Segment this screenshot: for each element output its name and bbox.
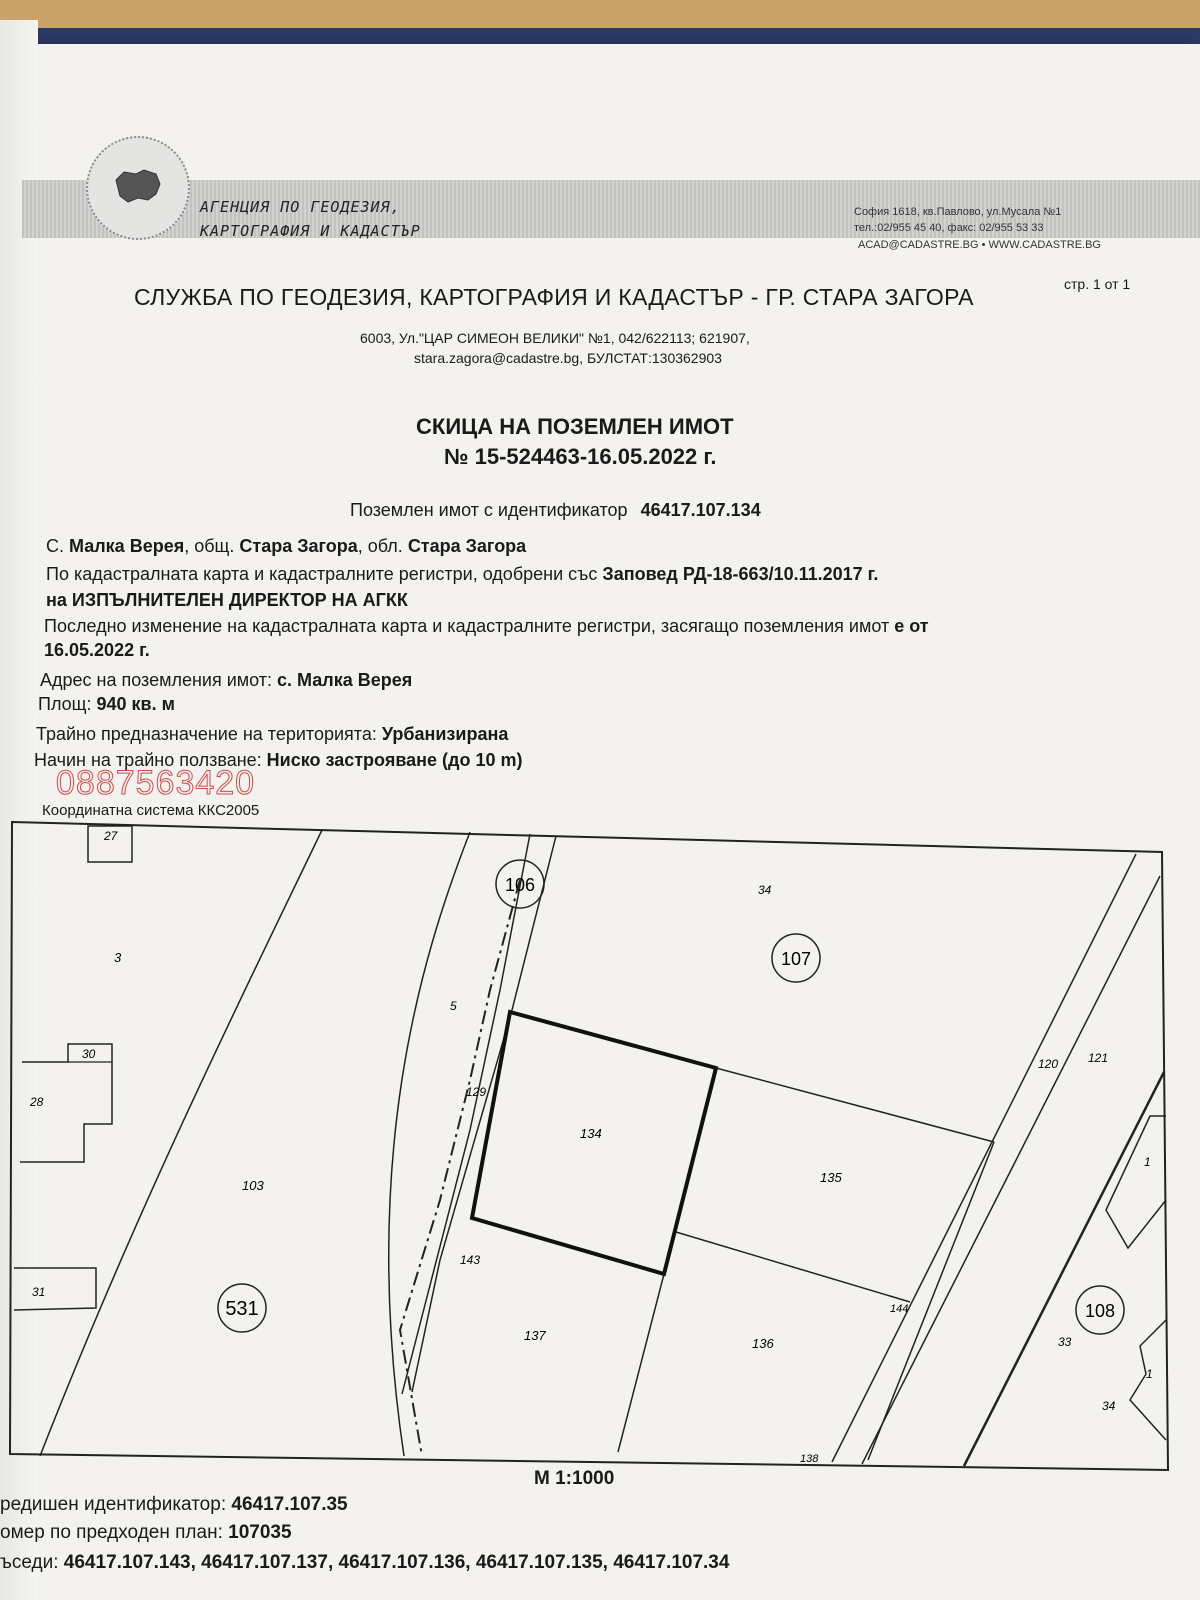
label-quarter-106: 106 <box>504 875 536 895</box>
label-137: 137 <box>524 1328 546 1343</box>
label-120: 120 <box>1038 1057 1059 1071</box>
page-number: стр. 1 от 1 <box>1064 276 1131 292</box>
phone-watermark: 0887563420 <box>56 764 256 802</box>
address-value: с. Малка Верея <box>277 670 413 690</box>
label-136: 136 <box>752 1336 774 1351</box>
label-103: 103 <box>242 1178 264 1193</box>
coordinate-system: Координатна система ККС2005 <box>42 802 260 819</box>
agency-contact-line3: ACAD@CADASTRE.BG • WWW.CADASTRE.BG <box>858 239 1101 251</box>
approval-text: По кадастралната карта и кадастралните регистри, одобрени със <box>46 564 598 584</box>
municipality-value: Стара Загора <box>239 536 358 556</box>
building-31 <box>14 1268 96 1310</box>
building-1-upper <box>1106 1116 1166 1248</box>
neighbors-value: 46417.107.143, 46417.107.137, 46417.107.136, 46417.107.135, 46417.107.34 <box>63 1552 730 1573</box>
last-change-date: 16.05.2022 г. <box>44 640 150 660</box>
road-120-edge-left <box>832 854 1136 1462</box>
street-106-right-edge <box>412 836 556 1392</box>
label-quarter-108: 108 <box>1084 1301 1116 1321</box>
label-quarter-107: 107 <box>780 949 812 969</box>
document-title: СКИЦА НА ПОЗЕМЛЕН ИМОТ <box>416 414 734 439</box>
district-value: Стара Загора <box>407 536 527 556</box>
label-143: 143 <box>460 1253 481 1267</box>
purpose-value: Урбанизирана <box>381 724 509 744</box>
neighbors-line <box>0 1552 729 1574</box>
approver-value: на ИЗПЪЛНИТЕЛЕН ДИРЕКТОР НА АГКК <box>46 590 408 610</box>
address-label: Адрес на поземления имот: <box>40 670 273 690</box>
boundary-137-136 <box>618 1274 664 1452</box>
street-106-left-edge <box>402 834 530 1394</box>
usage-value: Ниско застрояване (до 10 m) <box>266 750 523 770</box>
label-34-top: 34 <box>758 883 772 897</box>
purpose-label: Трайно предназначение на територията: <box>36 724 377 744</box>
label-30: 30 <box>82 1047 96 1061</box>
label-quarter-531: 531 <box>225 1298 259 1320</box>
agency-name-line1: АГЕНЦИЯ ПО ГЕОДЕЗИЯ, <box>200 198 401 216</box>
area-value: 940 кв. м <box>96 694 175 714</box>
previous-identifier-value: 46417.107.35 <box>231 1494 348 1515</box>
identifier-value: 46417.107.134 <box>640 500 761 520</box>
previous-identifier-label: редишен идентификатор: <box>0 1494 227 1515</box>
neighbors-label: ъседи: <box>0 1552 59 1573</box>
boundary-135-top <box>716 1068 994 1142</box>
boundary-121-108 <box>964 1072 1164 1466</box>
usage-label: Начин на трайно ползване: <box>34 750 262 770</box>
label-135: 135 <box>820 1170 842 1185</box>
previous-identifier-line <box>0 1494 348 1516</box>
boundary-135-east <box>868 1142 994 1460</box>
previous-plan-value: 107035 <box>228 1522 292 1543</box>
label-1-lower: 1 <box>1146 1367 1153 1381</box>
map-frame <box>10 822 1168 1470</box>
municipality-prefix: , общ. <box>184 536 235 556</box>
approval-order: Заповед РД-18-663/10.11.2017 г. <box>602 564 879 584</box>
district-prefix: , обл. <box>357 536 403 556</box>
last-change-text: Последно изменение на кадастралната карта и кадастралните регистри, засягащо поземления имот <box>44 616 890 636</box>
label-3: 3 <box>114 950 122 965</box>
boundary-135-136 <box>676 1232 910 1302</box>
label-129: 129 <box>466 1085 487 1099</box>
area-label: Площ: <box>38 694 92 714</box>
label-134: 134 <box>580 1126 602 1141</box>
boundary-103-right <box>389 832 470 1456</box>
agency-name-line2: КАРТОГРАФИЯ И КАДАСТЪР <box>200 222 421 240</box>
office-address-line1: 6003, Ул."ЦАР СИМЕОН ВЕЛИКИ" №1, 042/622113; 621907, <box>360 330 750 346</box>
identifier-label: Поземлен имот с идентификатор <box>350 500 628 520</box>
village-prefix: С. <box>46 536 64 556</box>
label-34-right: 34 <box>1102 1399 1116 1413</box>
village-value: Малка Верея <box>69 536 185 556</box>
parcel-134-outline <box>472 1012 716 1274</box>
label-138: 138 <box>800 1453 819 1465</box>
agency-contact-line1: София 1618, кв.Павлово, ул.Мусала №1 <box>854 206 1062 218</box>
map-scale: М 1:1000 <box>534 1468 615 1489</box>
office-name: СЛУЖБА ПО ГЕОДЕЗИЯ, КАРТОГРАФИЯ И КАДАСТЪР - ГР. СТАРА ЗАГОРА <box>134 284 974 310</box>
label-27: 27 <box>104 829 118 843</box>
previous-plan-label: омер по предходен план: <box>0 1522 223 1543</box>
label-144: 144 <box>890 1303 909 1315</box>
document-number: № 15-524463-16.05.2022 г. <box>444 444 717 469</box>
office-address-line2: stara.zagora@cadastre.bg, БУЛСТАТ:130362903 <box>414 350 722 366</box>
label-121: 121 <box>1088 1051 1109 1065</box>
last-change-from: е от <box>894 616 929 636</box>
label-33: 33 <box>1058 1335 1072 1349</box>
agency-contact-line2: тел.:02/955 45 40, факс: 02/955 53 33 <box>854 222 1044 234</box>
label-28: 28 <box>30 1095 44 1109</box>
label-1-upper: 1 <box>1144 1155 1151 1169</box>
boundary-103-left <box>40 830 322 1456</box>
label-31: 31 <box>32 1285 46 1299</box>
label-5: 5 <box>450 999 457 1013</box>
previous-plan-line <box>0 1522 292 1544</box>
